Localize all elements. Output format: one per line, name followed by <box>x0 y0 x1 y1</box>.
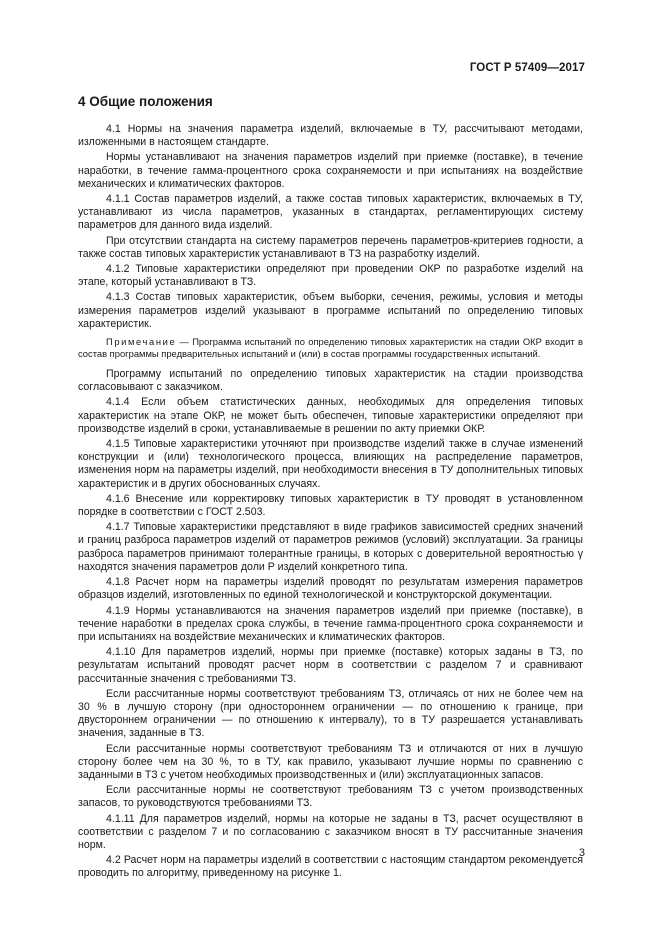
paragraph-better-norms: Если рассчитанные нормы соответствуют требованиям ТЗ и отличаются от них в лучшую сторону более чем на 30 %, то в ТУ, как правило, указывают лучшие нормы по сравнению с заданными в ТЗ с учетом необходимых производственных и (или) эксплуатационных запасов. <box>78 742 583 781</box>
paragraph-4-1-3: 4.1.3 Состав типовых характеристик, объем выборки, сечения, режимы, условия и методы измерения параметров изделий указывают в программе испытаний по определению типовых характеристик. <box>78 291 583 330</box>
paragraph-4-1: 4.1 Нормы на значения параметра изделий, включаемые в ТУ, рассчитывают методами, изложенными в настоящем стандарте. <box>78 123 583 149</box>
paragraph-30-percent-rule: Если рассчитанные нормы соответствуют требованиям ТЗ, отличаясь от них не более чем на 30 % в лучшую сторону (при одностороннем ограничении — по отношению к границе, при двустороннем ограничении — по отношению к интервалу), то в ТУ разрешается устанавливать значения, заданные в ТЗ. <box>78 687 583 740</box>
paragraph-not-matching: Если рассчитанные нормы не соответствуют требованиям ТЗ с учетом производственных запасов, то руководствуются требованиями ТЗ. <box>78 784 583 810</box>
paragraph-norms-intro: Нормы устанавливают на значения параметров изделий при приемке (поставке), в течение наработки, в течение гамма-процентного срока сохраняемости и при испытаниях на воздействие механических и климатических факторов. <box>78 151 583 190</box>
paragraph-4-1-2: 4.1.2 Типовые характеристики определяют при проведении ОКР по разработке изделий на этапе, который устанавливают в ТЗ. <box>78 263 583 289</box>
note-block <box>78 336 583 360</box>
page-number: 3 <box>578 847 585 859</box>
paragraph-production-program: Программу испытаний по определению типовых характеристик на стадии производства согласовывают с заказчиком. <box>78 368 583 394</box>
paragraph-4-1-7: 4.1.7 Типовые характеристики представляют в виде графиков зависимостей средних значений и границ разброса параметров изделий от параметров режимов (условий) эксплуатации. За границы разброса параметров принимают толерантные границы, в которых с доверительной вероятностью γ находятся значения параметров доли P изделий конкретного типа. <box>78 521 583 573</box>
paragraph-4-1-6: 4.1.6 Внесение или корректировку типовых характеристик в ТУ проводят в установленном порядке в соответствии с ГОСТ 2.503. <box>78 492 583 519</box>
document-header-id: ГОСТ Р 57409—2017 <box>469 62 585 74</box>
note-text: — Программа испытаний по определению типовых характеристик на стадии ОКР входит в состав программы предварительных испытаний и (или) в состав программы государственных испытаний. <box>78 336 583 360</box>
paragraph-4-1-9: 4.1.9 Нормы устанавливаются на значения параметров изделий при приемке (поставке), в течение наработки в пределах срока службы, в течение гамма-процентного срока сохраняемости и при испытаниях на воздействие механических и климатических факторов. <box>78 604 583 643</box>
note-label: Примечание <box>106 336 177 348</box>
paragraph-4-1-4: 4.1.4 Если объем статистических данных, необходимых для определения типовых характеристик на этапе ОКР, не может быть обеспечен, типовые характеристики определяют при производстве изделий в сроки, устанавливаемые в решении по акту приемки ОКР. <box>78 396 583 435</box>
paragraph-4-1-10: 4.1.10 Для параметров изделий, нормы при приемке (поставке) которых заданы в ТЗ, по результатам испытаний проводят расчет норм в соответствии с разделом 7 и сравнивают рассчитанные значения с требованиями ТЗ. <box>78 646 583 685</box>
paragraph-4-1-5: 4.1.5 Типовые характеристики уточняют при производстве изделий также в случае изменений конструкции и (или) технологического процесса, влияющих на распределение параметров, изменения норм на параметры изделий, при необходимости внесения в ТУ дополнительных типовых характеристик и в других обоснованных случаях. <box>78 438 583 490</box>
paragraph-4-1-11: 4.1.11 Для параметров изделий, нормы на которые не заданы в ТЗ, расчет осуществляют в соответствии с разделом 7 и по согласованию с заказчиком вносят в ТУ рассчитанные значения норм. <box>78 812 583 851</box>
paragraph-4-1-8: 4.1.8 Расчет норм на параметры изделий проводят по результатам измерения параметров образцов изделий, изготовленных по единой технологической и конструкторской документации. <box>78 576 583 602</box>
paragraph-4-1-1: 4.1.1 Состав параметров изделий, а также состав типовых характеристик, включаемых в ТУ, устанавливают из числа параметров, указанных в стандартах, регламентирующих систему параметров для данного вида изделий. <box>78 193 583 232</box>
paragraph-4-2: 4.2 Расчет норм на параметры изделий в соответствии с настоящим стандартом рекомендуется проводить по алгоритму, приведенному на рисунке 1. <box>78 854 583 880</box>
document-body <box>78 93 583 883</box>
paragraph-no-standard: При отсутствии стандарта на систему параметров перечень параметров-критериев годности, а также состав типовых характеристик устанавливают в ТЗ на разработку изделий. <box>78 234 583 260</box>
section-title: 4 Общие положения <box>78 94 213 109</box>
